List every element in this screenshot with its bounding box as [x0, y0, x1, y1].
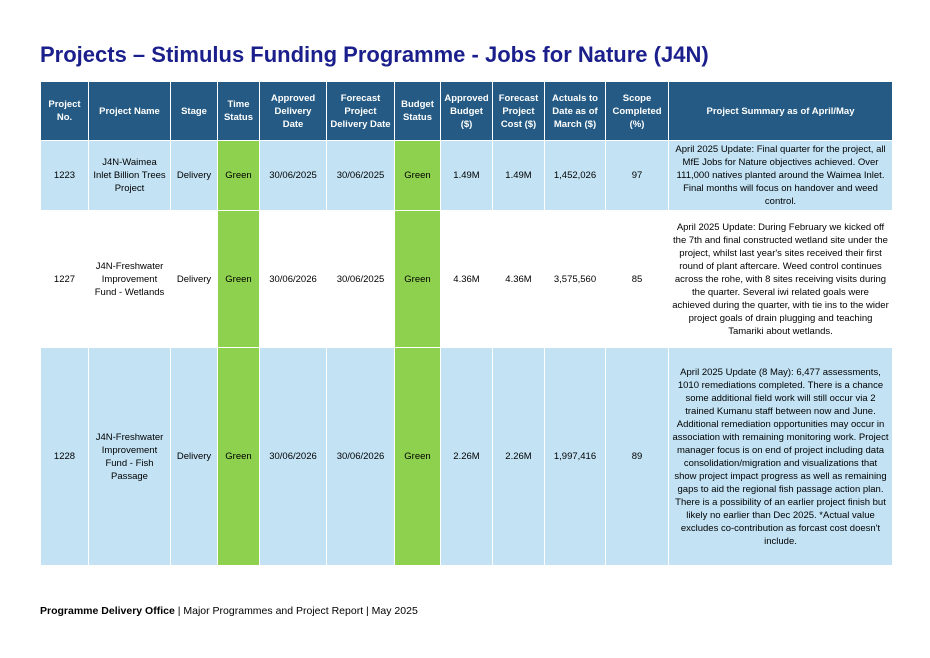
cell-stage: Delivery	[171, 141, 218, 211]
cell-approved-budget: 2.26M	[441, 348, 493, 566]
table-row	[41, 348, 893, 566]
header-project-name: Project Name	[89, 82, 171, 141]
header-forecast-delivery-date: Forecast Project Delivery Date	[327, 82, 395, 141]
cell-approved-budget: 4.36M	[441, 211, 493, 348]
cell-stage: Delivery	[171, 348, 218, 566]
cell-scope: 85	[606, 211, 669, 348]
header-time-status: Time Status	[218, 82, 260, 141]
header-project-no: Project No.	[41, 82, 89, 141]
cell-project-name: J4N-Waimea Inlet Billion Trees Project	[89, 141, 171, 211]
cell-actuals: 1,452,026	[545, 141, 606, 211]
cell-forecast-cost: 2.26M	[493, 348, 545, 566]
cell-project-no: 1228	[41, 348, 89, 566]
footer-separator: |	[174, 605, 184, 617]
header-budget-status: Budget Status	[395, 82, 441, 141]
cell-project-no: 1227	[41, 211, 89, 348]
header-scope-completed: Scope Completed (%)	[606, 82, 669, 141]
cell-time-status: Green	[218, 141, 260, 211]
cell-actuals: 1,997,416	[545, 348, 606, 566]
cell-approved-date: 30/06/2026	[260, 211, 327, 348]
footer-office: Programme Delivery Office	[40, 605, 175, 617]
page-footer	[40, 605, 418, 617]
cell-summary: April 2025 Update: Final quarter for the project, all MfE Jobs for Nature objectives achieved. Over 111,000 natives planted around the Waimea Inlet. Final months will focus on handover and weed control.	[669, 141, 893, 211]
cell-stage: Delivery	[171, 211, 218, 348]
table-header-row	[41, 82, 893, 141]
cell-forecast-cost: 4.36M	[493, 211, 545, 348]
cell-scope: 97	[606, 141, 669, 211]
cell-summary: April 2025 Update: During February we kicked off the 7th and final constructed wetland site under the project, whilst last year's sites received their first round of plant aftercare. Weed control continues across the rohe, with 8 sites receiving visits during the quarter. Several iwi related goals were achieved during the quarter, with tie ins to the wider project goals of drain plugging and teaching Tamariki about wetlands.	[669, 211, 893, 348]
cell-forecast-date: 30/06/2026	[327, 348, 395, 566]
cell-forecast-cost: 1.49M	[493, 141, 545, 211]
cell-approved-budget: 1.49M	[441, 141, 493, 211]
projects-table	[40, 81, 893, 566]
cell-approved-date: 30/06/2025	[260, 141, 327, 211]
page-title: Projects – Stimulus Funding Programme - Jobs for Nature (J4N)	[40, 42, 709, 67]
cell-project-no: 1223	[41, 141, 89, 211]
cell-time-status: Green	[218, 211, 260, 348]
header-approved-delivery-date: Approved Delivery Date	[260, 82, 327, 141]
header-actuals: Actuals to Date as of March ($)	[545, 82, 606, 141]
cell-time-status: Green	[218, 348, 260, 566]
cell-budget-status: Green	[395, 141, 441, 211]
cell-summary: April 2025 Update (8 May): 6,477 assessments, 1010 remediations completed. There is a chance some additional field work will still occur via 2 trained Kumanu staff between now and June. Additional remediation opportunities may occur in association with remaining monitoring work. Project manager focus is on end of project including data consolidation/migration and visualizations that show project impact progress as well as remaining gaps to aid the regional fish passage action plan. There is a possibility of an earlier project finish but likely no earlier than Dec 2025. *Actual value excludes co-contribution as forcast cost doesn't include.	[669, 348, 893, 566]
cell-budget-status: Green	[395, 348, 441, 566]
header-forecast-cost: Forecast Project Cost ($)	[493, 82, 545, 141]
table-row	[41, 211, 893, 348]
cell-approved-date: 30/06/2026	[260, 348, 327, 566]
cell-project-name: J4N-Freshwater Improvement Fund - Fish Passage	[89, 348, 171, 566]
cell-budget-status: Green	[395, 211, 441, 348]
cell-forecast-date: 30/06/2025	[327, 141, 395, 211]
cell-actuals: 3,575,560	[545, 211, 606, 348]
table-row	[41, 141, 893, 211]
header-project-summary: Project Summary as of April/May	[669, 82, 893, 141]
cell-forecast-date: 30/06/2025	[327, 211, 395, 348]
cell-scope: 89	[606, 348, 669, 566]
header-approved-budget: Approved Budget ($)	[441, 82, 493, 141]
header-stage: Stage	[171, 82, 218, 141]
cell-project-name: J4N-Freshwater Improvement Fund - Wetlands	[89, 211, 171, 348]
footer-report: Major Programmes and Project Report | May 2025	[183, 605, 418, 617]
